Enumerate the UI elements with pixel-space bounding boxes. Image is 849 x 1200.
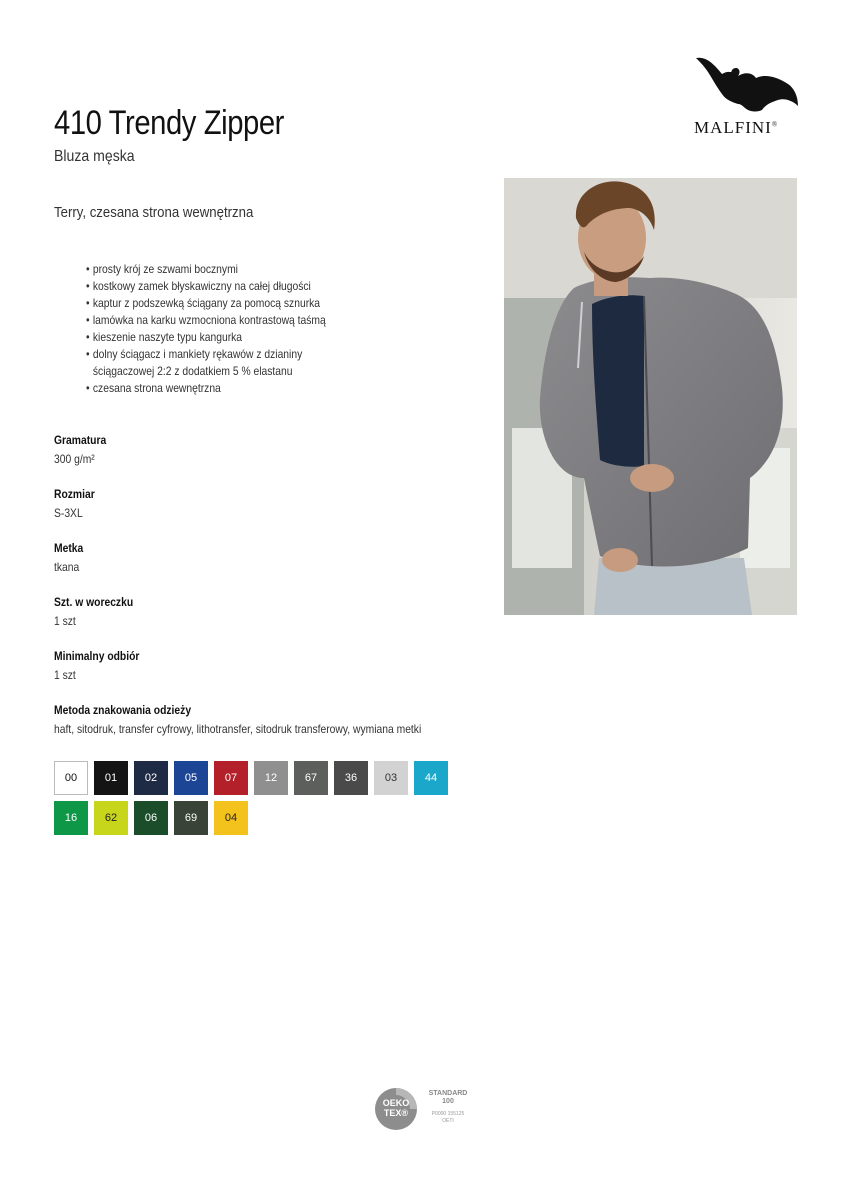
spec-value: S-3XL [54, 506, 83, 520]
spec-weight [54, 433, 106, 466]
color-code: 01 [104, 772, 118, 784]
color-swatch[interactable] [214, 801, 248, 835]
model-photo-illustration [504, 178, 797, 615]
color-swatch[interactable] [294, 761, 328, 795]
spec-label: Metka [54, 541, 84, 555]
color-swatch[interactable] [334, 761, 368, 795]
spec-value: 300 g/m² [54, 452, 95, 466]
color-code: 03 [384, 772, 398, 784]
spec-label: Gramatura [54, 433, 107, 447]
spec-label: Metoda znakowania odzieży [54, 703, 192, 717]
color-code: 36 [344, 772, 358, 784]
color-code: 06 [144, 812, 158, 824]
oeko-tex-badge [374, 1086, 484, 1132]
brand-name: MALFINI® [694, 118, 779, 137]
oeko-tex-logo-text: OEKO TEX® [382, 1098, 410, 1118]
product-tagline: Terry, czesana strona wewnętrzna [54, 204, 254, 221]
oeko-tex-cert: P0000 155125 OETI [431, 1111, 465, 1124]
spec-label: Minimalny odbiór [54, 649, 140, 663]
color-swatches [54, 761, 454, 835]
feature-item: • lamówka na karku wzmocniona kontrastową taśmą [86, 313, 326, 327]
feature-item: • kaptur z podszewką ściągany za pomocą sznurka [86, 296, 321, 310]
color-code: 00 [64, 772, 78, 784]
color-swatch[interactable] [54, 761, 88, 795]
color-code: 02 [144, 772, 158, 784]
feature-item: ściągaczowej 2:2 z dodatkiem 5 % elastanu [92, 364, 293, 378]
color-code: 04 [224, 812, 238, 824]
color-swatch[interactable] [254, 761, 288, 795]
color-swatch[interactable] [54, 801, 88, 835]
color-swatch[interactable] [174, 761, 208, 795]
product-photo [504, 178, 797, 615]
spec-value: haft, sitodruk, transfer cyfrowy, lithotransfer, sitodruk transferowy, wymiana metki [54, 722, 422, 736]
color-code: 12 [264, 772, 278, 784]
color-code: 62 [104, 812, 118, 824]
color-code: 44 [424, 772, 438, 784]
spec-marking [54, 703, 421, 736]
spec-min-order [54, 649, 139, 682]
feature-list [86, 261, 326, 397]
color-swatch[interactable] [94, 801, 128, 835]
feature-item: • prosty krój ze szwami bocznymi [86, 262, 238, 276]
color-swatch[interactable] [94, 761, 128, 795]
color-code: 05 [184, 772, 198, 784]
spec-value: tkana [54, 560, 80, 574]
product-title: 410 Trendy Zipper [54, 104, 284, 142]
color-code: 67 [304, 772, 318, 784]
feature-item: • czesana strona wewnętrzna [86, 381, 221, 395]
spec-label: Rozmiar [54, 487, 95, 501]
spec-value: 1 szt [54, 668, 76, 682]
color-swatch[interactable] [414, 761, 448, 795]
color-code: 07 [224, 772, 238, 784]
brand-logo [692, 54, 810, 138]
color-code: 16 [64, 812, 78, 824]
feature-item: • kieszenie naszyte typu kangurka [86, 330, 243, 344]
color-code: 69 [184, 812, 198, 824]
spec-per-bag [54, 595, 133, 628]
color-swatch[interactable] [374, 761, 408, 795]
product-subtitle: Bluza męska [54, 148, 135, 165]
spec-value: 1 szt [54, 614, 76, 628]
spec-size [54, 487, 95, 520]
spec-label: Szt. w woreczku [54, 595, 134, 609]
spec-tag [54, 541, 83, 574]
color-swatch[interactable] [134, 761, 168, 795]
oeko-tex-standard: STANDARD 100 [428, 1090, 468, 1105]
color-swatch[interactable] [214, 761, 248, 795]
feature-item: • dolny ściągacz i mankiety rękawów z dzianiny [86, 347, 303, 361]
color-swatch[interactable] [134, 801, 168, 835]
color-swatch[interactable] [174, 801, 208, 835]
feature-item: • kostkowy zamek błyskawiczny na całej długości [86, 279, 311, 293]
